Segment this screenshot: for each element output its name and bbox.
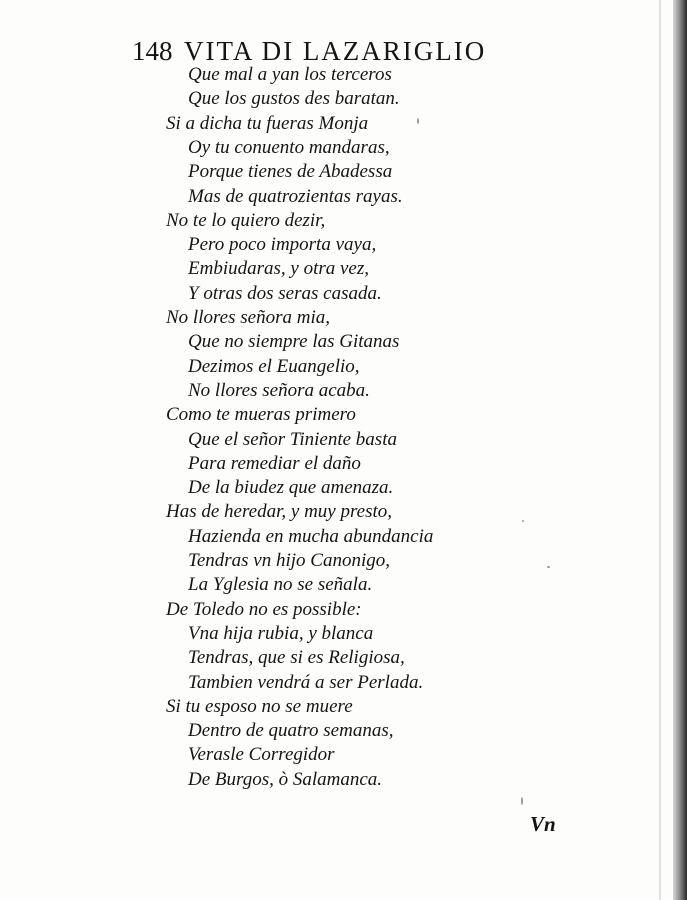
verse-line-indented: Mas de quatrozientas rayas. xyxy=(188,186,403,207)
verse-line-indented: Embiudaras, y otra vez, xyxy=(188,258,370,279)
verse-line-indented: Verasle Corregidor xyxy=(188,744,335,765)
verse-line-stanza-start: No te lo quiero dezir, xyxy=(166,210,326,231)
verse-line-indented: Que mal a yan los terceros xyxy=(188,64,392,85)
verse-line-indented: Tambien vendrá a ser Perlada. xyxy=(188,672,424,693)
catchword: Vn xyxy=(530,812,556,836)
verse-line-indented: Que no siempre las Gitanas xyxy=(188,331,400,352)
verse-line-indented: Pero poco importa vaya, xyxy=(188,234,377,255)
ink-speck xyxy=(547,566,550,568)
verse-line-stanza-start: Como te mueras primero xyxy=(166,404,356,425)
ink-speck xyxy=(521,797,523,805)
verse-line-indented: Tendras vn hijo Canonigo, xyxy=(188,550,390,571)
verse-line-indented: La Yglesia no se señala. xyxy=(188,574,373,595)
scan-edge-line xyxy=(659,0,661,900)
verse-line-stanza-start: Has de heredar, y muy presto, xyxy=(166,501,393,522)
verse-line-indented: Dezimos el Euangelio, xyxy=(188,356,360,377)
verse-line-indented: Tendras, que si es Religiosa, xyxy=(188,647,405,668)
verse-line-indented: Porque tienes de Abadessa xyxy=(188,161,393,182)
verse-line-indented: Oy tu conuento mandaras, xyxy=(188,137,390,158)
verse-line-stanza-start: Si tu esposo no se muere xyxy=(166,696,353,717)
verse-line-indented: Y otras dos seras casada. xyxy=(188,283,382,304)
running-title: VITA DI LAZARIGLIO xyxy=(184,36,487,66)
scan-edge-shadow xyxy=(673,0,687,900)
verse-line-indented: No llores señora acaba. xyxy=(188,380,370,401)
verse-line-indented: Que el señor Tiniente basta xyxy=(188,429,397,450)
ink-speck xyxy=(417,118,419,124)
verse-line-indented: Que los gustos des baratan. xyxy=(188,88,400,109)
verse-line-indented: Dentro de quatro semanas, xyxy=(188,720,394,741)
verse-line-stanza-start: Si a dicha tu fueras Monja xyxy=(166,113,369,134)
verse-line-indented: De la biudez que amenaza. xyxy=(188,477,394,498)
verse-line-indented: De Burgos, ò Salamanca. xyxy=(188,769,383,790)
verse-line-indented: Vna hija rubia, y blanca xyxy=(188,623,374,644)
ink-speck xyxy=(522,520,524,522)
verse-line-stanza-start: De Toledo no es possible: xyxy=(166,599,362,620)
page-number: 148 xyxy=(132,36,173,66)
verse-line-indented: Para remediar el daño xyxy=(188,453,361,474)
verse-line-indented: Hazienda en mucha abundancia xyxy=(188,526,434,547)
verse-line-stanza-start: No llores señora mia, xyxy=(166,307,330,328)
